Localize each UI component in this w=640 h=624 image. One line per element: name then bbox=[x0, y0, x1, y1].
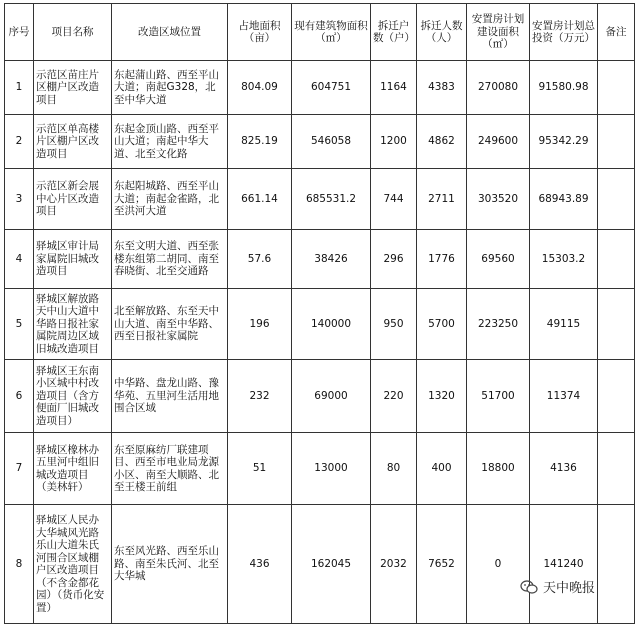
cell-land-area: 661.14 bbox=[228, 169, 292, 230]
cell-location: 东起金顶山路、西至平山大道；南起中华大道、北至文化路 bbox=[112, 115, 228, 169]
table-row bbox=[5, 115, 635, 169]
cell-planned-area: 0 bbox=[467, 505, 530, 624]
cell-land-area: 57.6 bbox=[228, 230, 292, 289]
cell-location: 东至风光路、西至乐山路、南至朱氏河、北至大华城 bbox=[112, 505, 228, 624]
cell-index: 1 bbox=[5, 61, 34, 115]
header-cell: 安置房计划总投资（万元） bbox=[530, 4, 598, 61]
cell-people: 7652 bbox=[417, 505, 467, 624]
cell-project-name: 示范区单高楼片区棚户区改造项目 bbox=[34, 115, 112, 169]
cell-households: 950 bbox=[371, 289, 417, 360]
cell-index: 4 bbox=[5, 230, 34, 289]
cell-people: 1776 bbox=[417, 230, 467, 289]
header-cell: 序号 bbox=[5, 4, 34, 61]
cell-investment: 91580.98 bbox=[530, 61, 598, 115]
header-cell: 项目名称 bbox=[34, 4, 112, 61]
cell-index: 6 bbox=[5, 360, 34, 433]
cell-building-area: 38426 bbox=[292, 230, 371, 289]
data-table bbox=[4, 3, 635, 624]
cell-land-area: 51 bbox=[228, 433, 292, 505]
cell-planned-area: 223250 bbox=[467, 289, 530, 360]
cell-people: 4862 bbox=[417, 115, 467, 169]
table-row bbox=[5, 61, 635, 115]
cell-planned-area: 270080 bbox=[467, 61, 530, 115]
cell-building-area: 69000 bbox=[292, 360, 371, 433]
header-cell: 占地面积（亩） bbox=[228, 4, 292, 61]
cell-project-name: 示范区新会展中心片区改造项目 bbox=[34, 169, 112, 230]
cell-investment: 95342.29 bbox=[530, 115, 598, 169]
cell-households: 296 bbox=[371, 230, 417, 289]
cell-project-name: 示范区苗庄片区棚户区改造项目 bbox=[34, 61, 112, 115]
header-cell: 拆迁户数（户） bbox=[371, 4, 417, 61]
cell-households: 2032 bbox=[371, 505, 417, 624]
cell-remark bbox=[598, 360, 635, 433]
cell-households: 1164 bbox=[371, 61, 417, 115]
header-row bbox=[5, 4, 635, 61]
cell-index: 5 bbox=[5, 289, 34, 360]
cell-building-area: 13000 bbox=[292, 433, 371, 505]
cell-location: 东至文明大道、西至张楼东组第二胡同、南至春晓街、北至交通路 bbox=[112, 230, 228, 289]
table-row bbox=[5, 169, 635, 230]
cell-index: 7 bbox=[5, 433, 34, 505]
table-row bbox=[5, 289, 635, 360]
cell-building-area: 140000 bbox=[292, 289, 371, 360]
cell-investment: 4136 bbox=[530, 433, 598, 505]
cell-remark bbox=[598, 115, 635, 169]
header-cell: 改造区域位置 bbox=[112, 4, 228, 61]
cell-index: 8 bbox=[5, 505, 34, 624]
cell-building-area: 162045 bbox=[292, 505, 371, 624]
cell-remark bbox=[598, 289, 635, 360]
cell-index: 3 bbox=[5, 169, 34, 230]
cell-remark bbox=[598, 230, 635, 289]
cell-people: 4383 bbox=[417, 61, 467, 115]
cell-land-area: 436 bbox=[228, 505, 292, 624]
header-cell: 拆迁人数（人） bbox=[417, 4, 467, 61]
watermark-text: 天中晚报 bbox=[543, 581, 596, 596]
cell-households: 80 bbox=[371, 433, 417, 505]
cell-investment: 11374 bbox=[530, 360, 598, 433]
cell-remark bbox=[598, 169, 635, 230]
cell-land-area: 825.19 bbox=[228, 115, 292, 169]
cell-land-area: 232 bbox=[228, 360, 292, 433]
cell-project-name: 驿城区王东南小区城中村改造项目（含方便面厂旧城改造项目） bbox=[34, 360, 112, 433]
cell-planned-area: 69560 bbox=[467, 230, 530, 289]
cell-people: 400 bbox=[417, 433, 467, 505]
cell-index: 2 bbox=[5, 115, 34, 169]
wechat-icon bbox=[520, 580, 538, 594]
cell-land-area: 196 bbox=[228, 289, 292, 360]
cell-location: 东起阳城路、西至平山大道；南起金雀路，北至洪河大道 bbox=[112, 169, 228, 230]
cell-remark bbox=[598, 433, 635, 505]
cell-project-name: 驿城区橡林办五里河中组旧城改造项目（美林轩） bbox=[34, 433, 112, 505]
cell-investment: 15303.2 bbox=[530, 230, 598, 289]
table-row bbox=[5, 230, 635, 289]
cell-building-area: 685531.2 bbox=[292, 169, 371, 230]
header-cell: 备注 bbox=[598, 4, 635, 61]
cell-remark bbox=[598, 61, 635, 115]
cell-planned-area: 51700 bbox=[467, 360, 530, 433]
cell-building-area: 546058 bbox=[292, 115, 371, 169]
cell-investment: 141240 bbox=[530, 505, 598, 624]
header-cell: 安置房计划建设面积（㎡） bbox=[467, 4, 530, 61]
cell-households: 220 bbox=[371, 360, 417, 433]
header-cell: 现有建筑物面积（㎡） bbox=[292, 4, 371, 61]
cell-people: 2711 bbox=[417, 169, 467, 230]
cell-project-name: 驿城区人民办大华城风光路乐山大道朱氏河围合区域棚户区改造项目（不含金都花园）（货币化安置） bbox=[34, 505, 112, 624]
cell-people: 1320 bbox=[417, 360, 467, 433]
cell-location: 中华路、盘龙山路、豫华苑、五里河生活用地围合区域 bbox=[112, 360, 228, 433]
cell-planned-area: 303520 bbox=[467, 169, 530, 230]
cell-investment: 68943.89 bbox=[530, 169, 598, 230]
cell-land-area: 804.09 bbox=[228, 61, 292, 115]
cell-households: 1200 bbox=[371, 115, 417, 169]
cell-location: 东起蒲山路、西至平山大道；南起G328，北至中华大道 bbox=[112, 61, 228, 115]
table-row bbox=[5, 433, 635, 505]
cell-project-name: 驿城区审计局家属院旧城改造项目 bbox=[34, 230, 112, 289]
cell-building-area: 604751 bbox=[292, 61, 371, 115]
table-row bbox=[5, 360, 635, 433]
cell-investment: 49115 bbox=[530, 289, 598, 360]
cell-people: 5700 bbox=[417, 289, 467, 360]
cell-location: 北至解放路、东至天中山大道、南至中华路、西至日报社家属院 bbox=[112, 289, 228, 360]
cell-planned-area: 18800 bbox=[467, 433, 530, 505]
watermark bbox=[520, 577, 595, 596]
cell-planned-area: 249600 bbox=[467, 115, 530, 169]
cell-location: 东至原麻纺厂联建项目、西至市电业局龙源小区、南至大顺路、北至王楼王前组 bbox=[112, 433, 228, 505]
cell-households: 744 bbox=[371, 169, 417, 230]
cell-project-name: 驿城区解放路天中山大道中华路日报社家属院周边区域旧城改造项目 bbox=[34, 289, 112, 360]
